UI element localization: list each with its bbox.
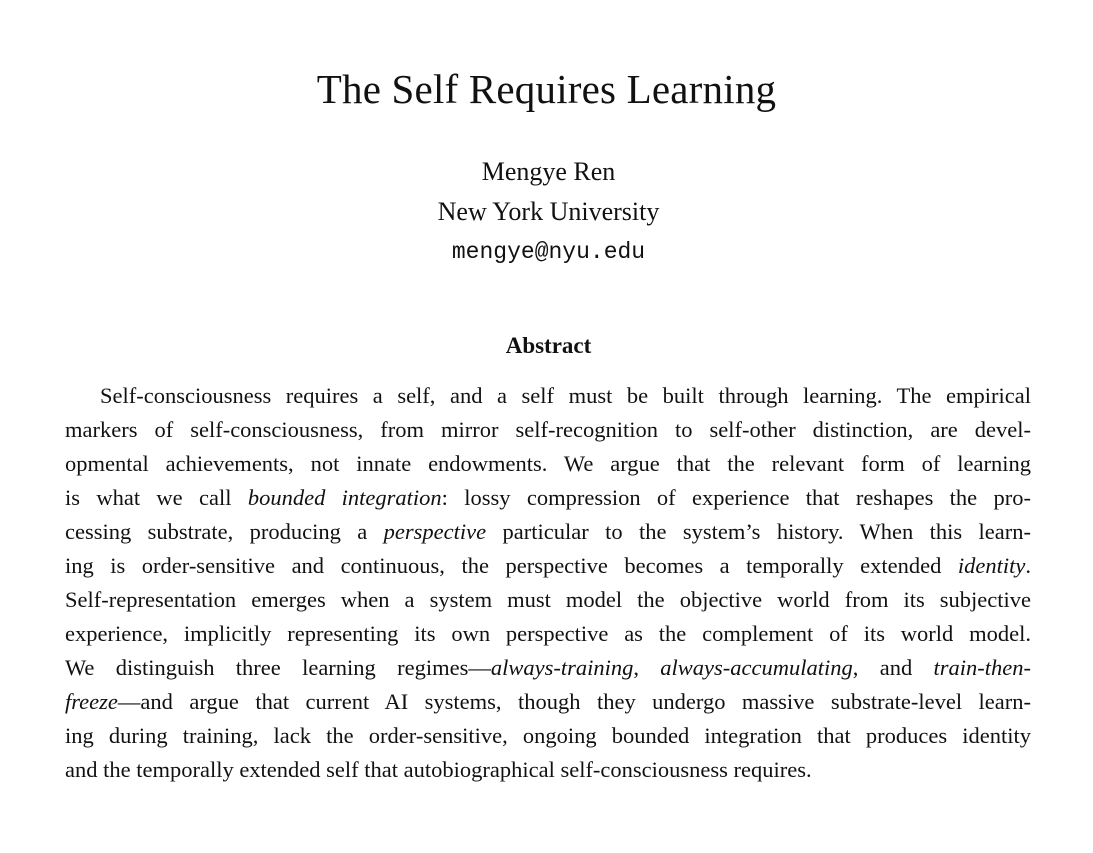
abstract-text: Self-representation emerges when a system must model the objective world from its subjective (65, 587, 1031, 612)
abstract-line (65, 515, 1031, 549)
abstract-italic-term: bounded integration (247, 485, 442, 510)
abstract-line (65, 617, 1031, 651)
abstract-italic-term: always-training (490, 655, 634, 680)
abstract-text: —and argue that current AI systems, though they undergo massive substrate-level learn- (117, 689, 1031, 714)
abstract-text: : lossy compression of experience that reshapes the pro- (441, 485, 1031, 510)
paper-title: The Self Requires Learning (316, 66, 777, 112)
abstract-text: experience, implicitly representing its own perspective as the complement of its world model. (65, 621, 1031, 646)
abstract-text: We distinguish three learning regimes— (65, 655, 491, 680)
abstract-italic-term: identity (957, 553, 1026, 578)
abstract-line (65, 379, 1031, 413)
abstract-text: . (1025, 553, 1031, 578)
abstract-text: Self-consciousness requires a self, and a self must be built through learning. The empirical (100, 383, 1031, 408)
abstract-italic-term: perspective (383, 519, 487, 544)
author-block (0, 152, 1093, 272)
abstract-line (65, 549, 1031, 583)
abstract-body (65, 379, 1031, 787)
abstract-text: ing during training, lack the order-sensitive, ongoing bounded integration that produces identity (65, 723, 1031, 748)
abstract-heading: Abstract (505, 333, 592, 358)
abstract-line (65, 753, 1031, 787)
author-email: mengye@nyu.edu (451, 239, 646, 265)
abstract-text: , and (852, 655, 934, 680)
abstract-text: markers of self-consciousness, from mirror self-recognition to self-other distinction, are devel- (65, 417, 1031, 442)
abstract-line (65, 481, 1031, 515)
abstract-line (65, 651, 1031, 685)
abstract-text: opmental achievements, not innate endowments. We argue that the relevant form of learning (65, 451, 1031, 476)
abstract-text: cessing substrate, producing a (65, 519, 384, 544)
abstract-text: , (633, 655, 661, 680)
abstract-text: particular to the system’s history. When this learn- (486, 519, 1031, 544)
author-affiliation: New York University (437, 197, 660, 226)
abstract-text: is what we call (65, 485, 248, 510)
abstract-italic-term: freeze (65, 689, 118, 714)
abstract-line (65, 583, 1031, 617)
abstract-text: ing is order-sensitive and continuous, the perspective becomes a temporally extended (65, 553, 958, 578)
abstract-line (65, 447, 1031, 481)
abstract-line (65, 685, 1031, 719)
abstract-italic-term: always-accumulating (660, 655, 853, 680)
abstract-line (65, 719, 1031, 753)
author-name: Mengye Ren (481, 157, 616, 186)
abstract-text: and the temporally extended self that autobiographical self-consciousness requires. (65, 757, 812, 782)
abstract-line (65, 413, 1031, 447)
abstract-italic-term: train-then- (933, 655, 1031, 680)
